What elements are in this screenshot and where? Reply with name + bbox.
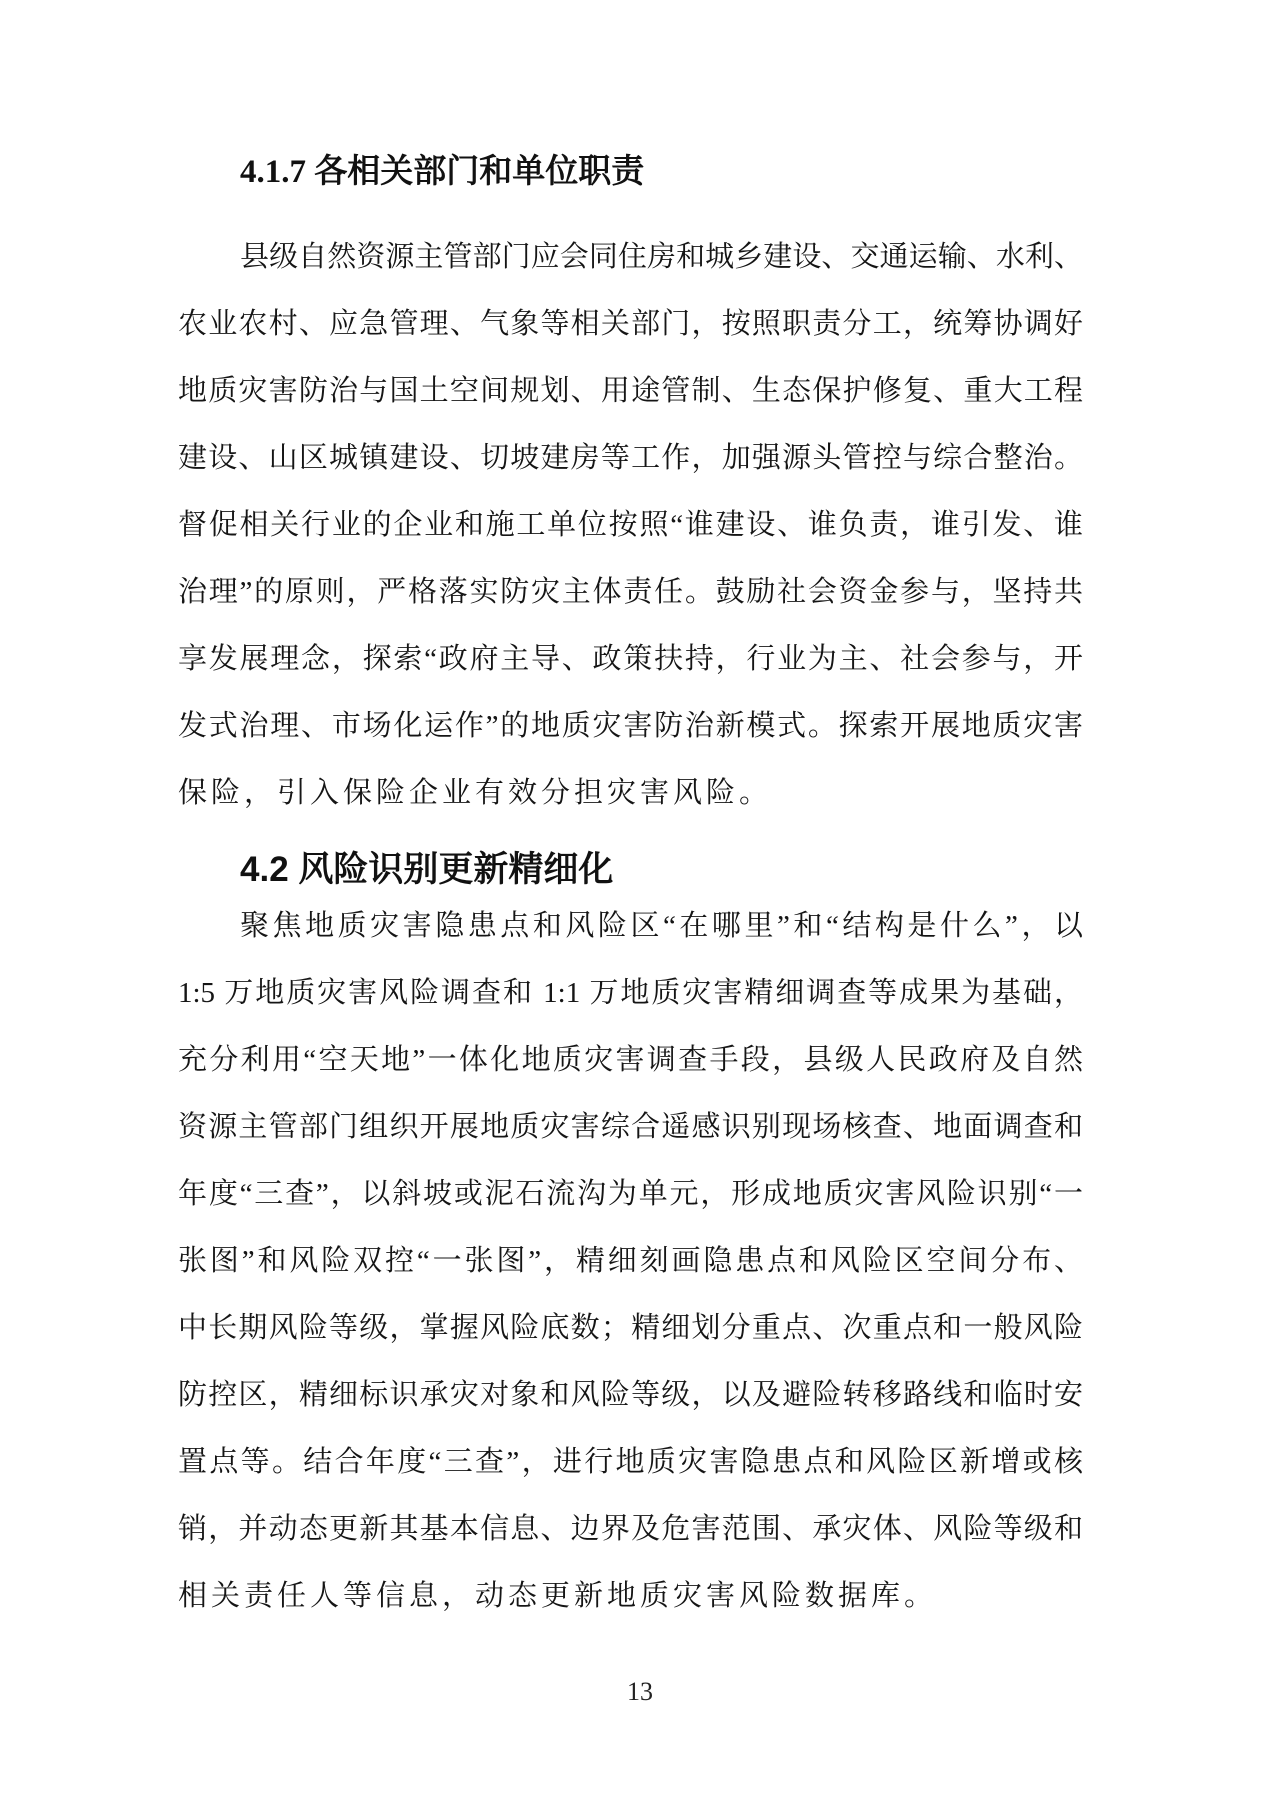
text-line: 销，并动态更新其基本信息、边界及危害范围、承灾体、风险等级和 <box>178 1513 1083 1545</box>
paragraph-4-1-7 <box>178 224 1083 827</box>
text-line: 发式治理、市场化运作”的地质灾害防治新模式。探索开展地质灾害 <box>178 710 1083 742</box>
text-line: 中长期风险等级，掌握风险底数；精细划分重点、次重点和一般风险 <box>178 1312 1083 1344</box>
text-line: 聚焦地质灾害隐患点和风险区“在哪里”和“结构是什么”，以 <box>240 910 1083 942</box>
section-4-1-7 <box>178 0 1083 827</box>
document-content <box>178 0 1083 1630</box>
section-4-2 <box>178 827 1083 1630</box>
section-heading-4-2: 4.2 风险识别更新精细化 <box>240 850 614 889</box>
page-number: 13 <box>627 1677 653 1706</box>
text-line: 地质灾害防治与国土空间规划、用途管制、生态保护修复、重大工程 <box>178 375 1083 407</box>
text-line: 县级自然资源主管部门应会同住房和城乡建设、交通运输、水利、 <box>240 241 1083 273</box>
text-line: 资源主管部门组织开展地质灾害综合遥感识别现场核查、地面调查和 <box>178 1111 1083 1143</box>
text-line: 享发展理念，探索“政府主导、政策扶持，行业为主、社会参与，开 <box>178 643 1083 675</box>
text-line: 充分利用“空天地”一体化地质灾害调查手段，县级人民政府及自然 <box>178 1044 1083 1076</box>
text-line: 督促相关行业的企业和施工单位按照“谁建设、谁负责，谁引发、谁 <box>178 509 1083 541</box>
text-line: 张图”和风险双控“一张图”，精细刻画隐患点和风险区空间分布、 <box>178 1245 1083 1277</box>
text-line: 相关责任人等信息，动态更新地质灾害风险数据库。 <box>178 1580 938 1612</box>
text-line: 置点等。结合年度“三查”，进行地质灾害隐患点和风险区新增或核 <box>178 1446 1083 1478</box>
text-line: 1:5 万地质灾害风险调查和 1:1 万地质灾害精细调查等成果为基础， <box>178 977 1083 1009</box>
text-line: 治理”的原则，严格落实防灾主体责任。鼓励社会资金参与，坚持共 <box>178 576 1083 608</box>
text-line: 农业农村、应急管理、气象等相关部门，按照职责分工，统筹协调好 <box>178 308 1083 340</box>
text-line: 建设、山区城镇建设、切坡建房等工作，加强源头管控与综合整治。 <box>178 442 1083 474</box>
text-line: 保险，引入保险企业有效分担灾害风险。 <box>178 777 773 809</box>
section-heading-4-1-7: 4.1.7 各相关部门和单位职责 <box>240 154 645 190</box>
text-line: 防控区，精细标识承灾对象和风险等级，以及避险转移路线和临时安 <box>178 1379 1083 1411</box>
text-line: 年度“三查”，以斜坡或泥石流沟为单元，形成地质灾害风险识别“一 <box>178 1178 1083 1210</box>
paragraph-4-2 <box>178 893 1083 1630</box>
